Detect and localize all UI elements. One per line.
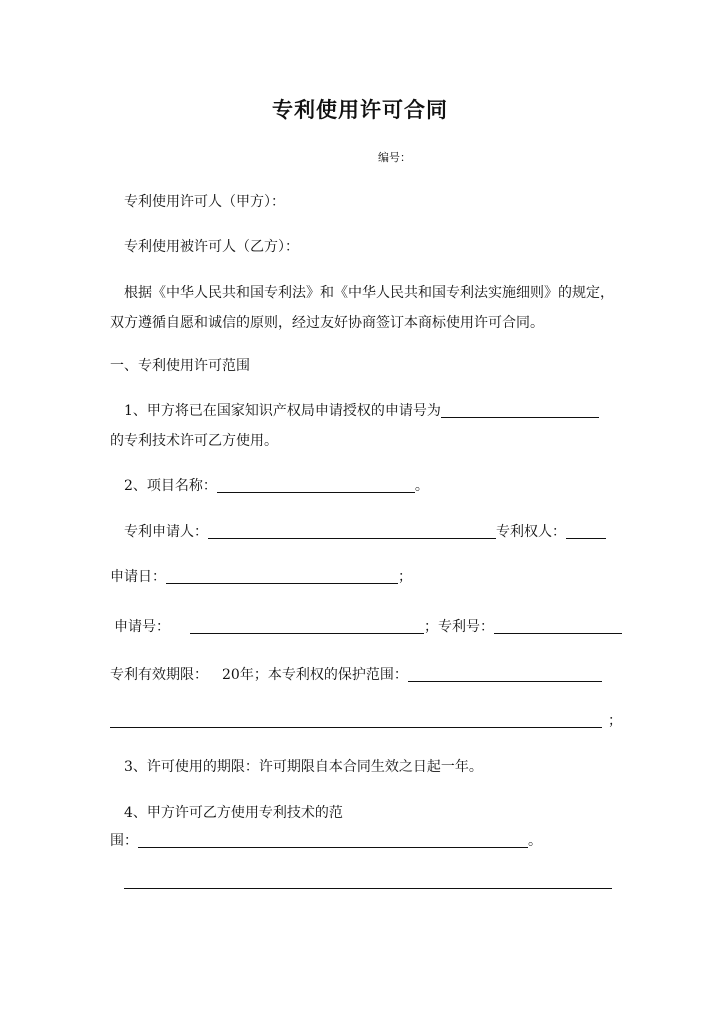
application-number-field-blank[interactable]: [190, 617, 424, 634]
project-name-blank[interactable]: [217, 476, 415, 493]
patent-number-label: ；专利号：: [424, 619, 494, 635]
item-1-line-2: 的专利技术许可乙方使用。: [110, 433, 278, 449]
applicant-line: [124, 522, 606, 542]
project-name-label: 2、项目名称：: [124, 478, 217, 494]
usage-scope-blank[interactable]: [138, 831, 528, 848]
preamble-line-1: 根据《中华人民共和国专利法》和《中华人民共和国专利法实施细则》的规定，: [124, 285, 614, 301]
filing-date-end: ；: [398, 569, 412, 585]
document-title: 专利使用许可合同: [272, 98, 448, 122]
application-number-line: [114, 617, 622, 637]
patentee-label: 专利权人：: [496, 524, 566, 540]
usage-scope-continuation-line: [124, 872, 612, 892]
application-number-label: 申请号：: [114, 619, 170, 635]
protection-scope-continuation-blank[interactable]: [110, 711, 602, 728]
usage-scope-continuation-blank[interactable]: [124, 872, 612, 889]
patentee-blank[interactable]: [566, 522, 606, 539]
filing-date-line: [110, 567, 412, 587]
validity-label: 专利有效期限：: [110, 667, 208, 683]
patent-number-blank[interactable]: [494, 617, 622, 634]
serial-number-label: 编号：: [378, 151, 411, 164]
licensee-label: 专利使用被许可人（乙方）：: [124, 239, 299, 255]
item-1-line-1: [124, 401, 599, 421]
validity-line: [110, 665, 602, 685]
filing-date-label: 申请日：: [110, 569, 166, 585]
applicant-label: 专利申请人：: [124, 524, 208, 540]
item-1-text: 1、甲方将已在国家知识产权局申请授权的申请号为: [124, 403, 441, 419]
item-4-end: 。: [528, 833, 542, 849]
validity-end: ；: [608, 713, 622, 729]
protection-scope-continuation-line: [110, 711, 622, 731]
applicant-blank[interactable]: [208, 522, 496, 539]
item-4-scope-label: 围：: [110, 833, 138, 849]
preamble-line-2: 双方遵循自愿和诚信的原则，经过友好协商签订本商标使用许可合同。: [110, 315, 544, 331]
section-1-heading: 一、专利使用许可范围: [110, 358, 250, 374]
item-4-line-2: [110, 831, 542, 851]
item-2-line: [124, 476, 429, 496]
item-2-end: 。: [414, 478, 429, 494]
filing-date-blank[interactable]: [166, 567, 398, 584]
application-number-blank[interactable]: [441, 401, 599, 418]
validity-value: 20年；本专利权的保护范围：: [222, 667, 408, 683]
licensor-label: 专利使用许可人（甲方）：: [124, 194, 285, 210]
item-4-line-1: 4、甲方许可乙方使用专利技术的范: [124, 805, 343, 821]
protection-scope-blank[interactable]: [408, 665, 602, 682]
item-3-line: 3、许可使用的期限：许可期限自本合同生效之日起一年。: [124, 759, 483, 775]
